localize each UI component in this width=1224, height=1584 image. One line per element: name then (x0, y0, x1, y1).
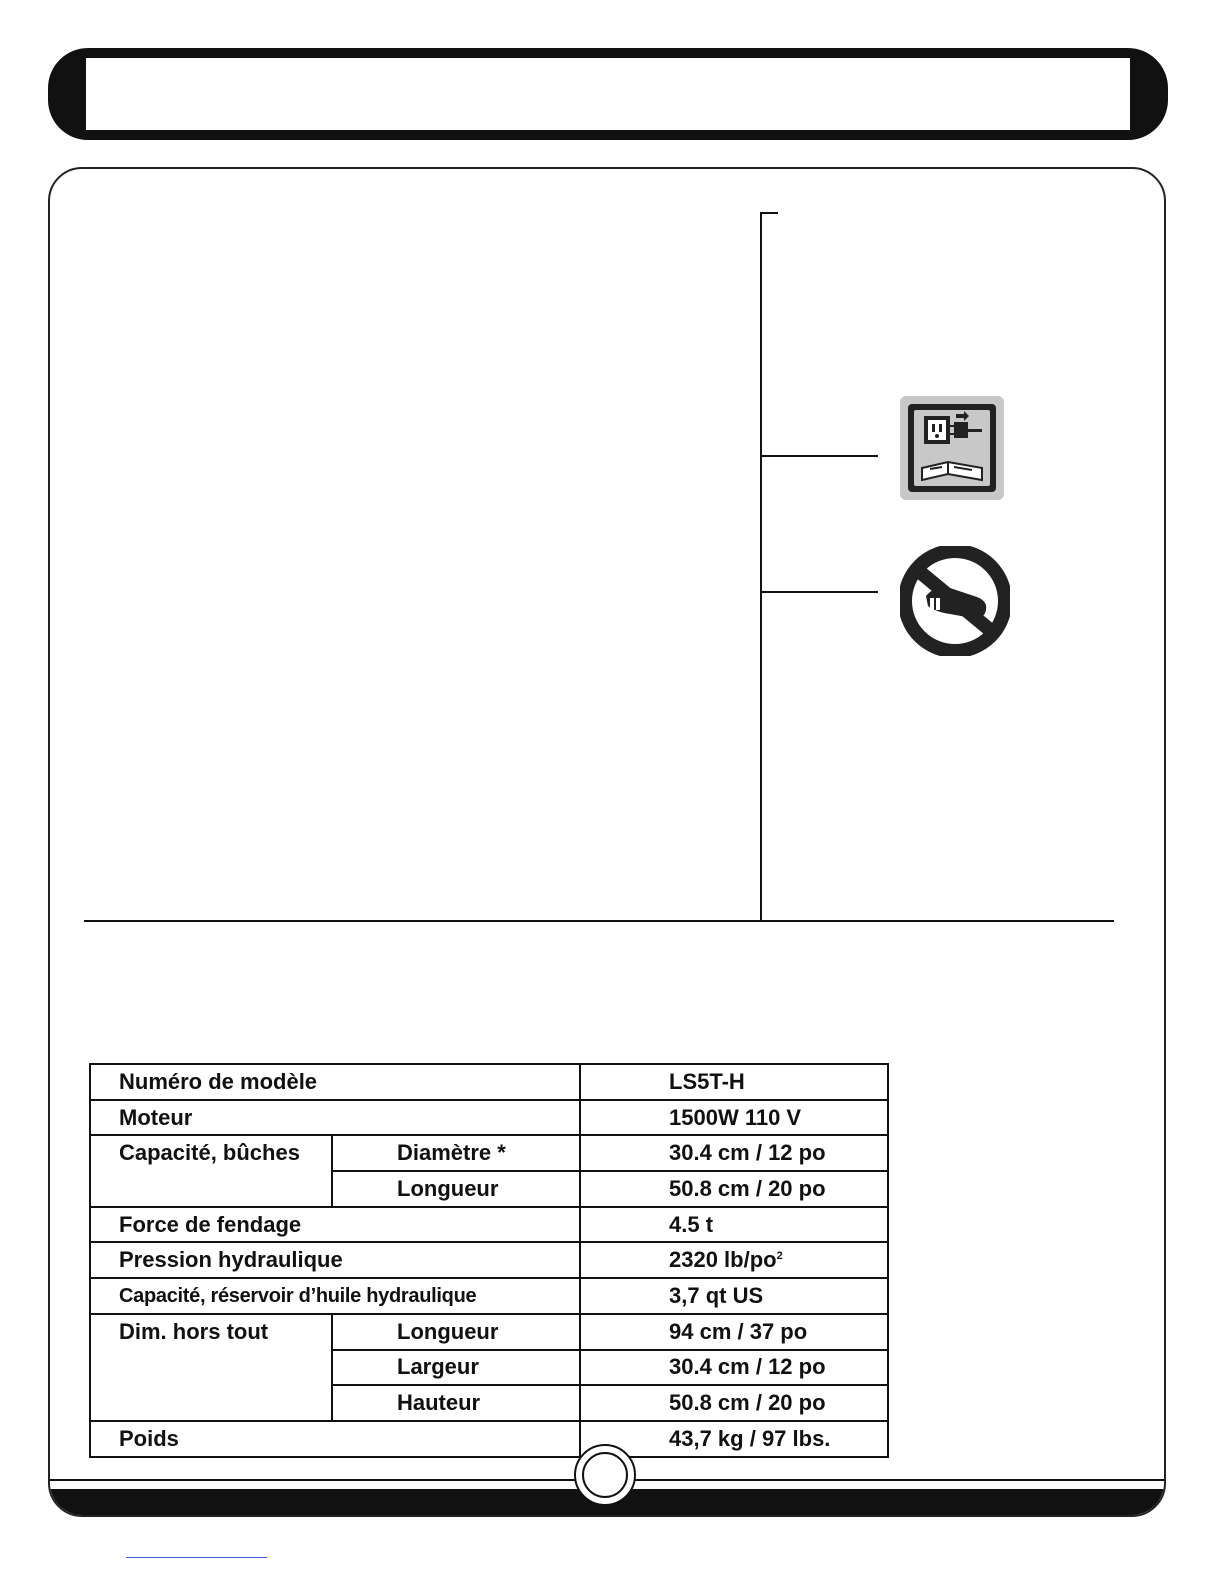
section-rule (84, 920, 1114, 922)
spec-label: Poids (90, 1421, 580, 1457)
spec-value: 3,7 qt US (580, 1278, 888, 1314)
spec-label: Numéro de modèle (90, 1064, 580, 1100)
column-divider-top-tick (760, 212, 778, 214)
spec-value: 50.8 cm / 20 po (580, 1385, 888, 1421)
table-row (90, 1207, 888, 1243)
header-tick-top (604, 48, 606, 58)
spec-label: Force de fendage (90, 1207, 580, 1243)
no-hands-icon (900, 546, 1010, 656)
specifications-table (89, 1063, 889, 1458)
connector-line-1 (760, 455, 878, 457)
table-row (90, 1100, 888, 1136)
column-divider (760, 212, 762, 922)
spec-value: 43,7 kg / 97 lbs. (580, 1421, 888, 1457)
spec-sublabel: Hauteur (332, 1385, 580, 1421)
unplug-before-maintenance-icon (900, 396, 1004, 500)
spec-value: 4.5 t (580, 1207, 888, 1243)
spec-sublabel: Longueur (332, 1171, 580, 1207)
table-row (90, 1242, 888, 1278)
spec-sublabel: Largeur (332, 1350, 580, 1386)
superscript: 2 (776, 1250, 783, 1263)
header-rule-top (74, 56, 1150, 58)
spec-label: Moteur (90, 1100, 580, 1136)
table-row (90, 1421, 888, 1457)
spec-sublabel: Diamètre * (332, 1135, 580, 1171)
link-underline (126, 1557, 267, 1558)
header-rule-bottom (74, 130, 1150, 132)
spec-value: 50.8 cm / 20 po (580, 1171, 888, 1207)
spec-sublabel: Longueur (332, 1314, 580, 1350)
table-row (90, 1064, 888, 1100)
spec-value: 94 cm / 37 po (580, 1314, 888, 1350)
spec-label: Dim. hors tout (90, 1314, 332, 1421)
connector-line-2 (760, 591, 878, 593)
spec-label: Pression hydraulique (90, 1242, 580, 1278)
spec-label: Capacité, bûches (90, 1135, 332, 1206)
spec-value (580, 1242, 888, 1278)
spec-value: 30.4 cm / 12 po (580, 1135, 888, 1171)
spec-value-text: 2320 lb/po (669, 1247, 777, 1273)
header-banner-inner (86, 58, 1130, 130)
page-number-badge (574, 1444, 636, 1506)
table-row (90, 1278, 888, 1314)
table-row (90, 1314, 888, 1350)
table-row (90, 1135, 888, 1171)
page-number-badge-inner (582, 1452, 628, 1498)
header-banner (48, 48, 1168, 140)
spec-value: LS5T-H (580, 1064, 888, 1100)
spec-value: 30.4 cm / 12 po (580, 1350, 888, 1386)
header-tick-bottom (604, 130, 606, 140)
spec-label: Capacité, réservoir d’huile hydraulique (90, 1278, 580, 1314)
spec-value: 1500W 110 V (580, 1100, 888, 1136)
